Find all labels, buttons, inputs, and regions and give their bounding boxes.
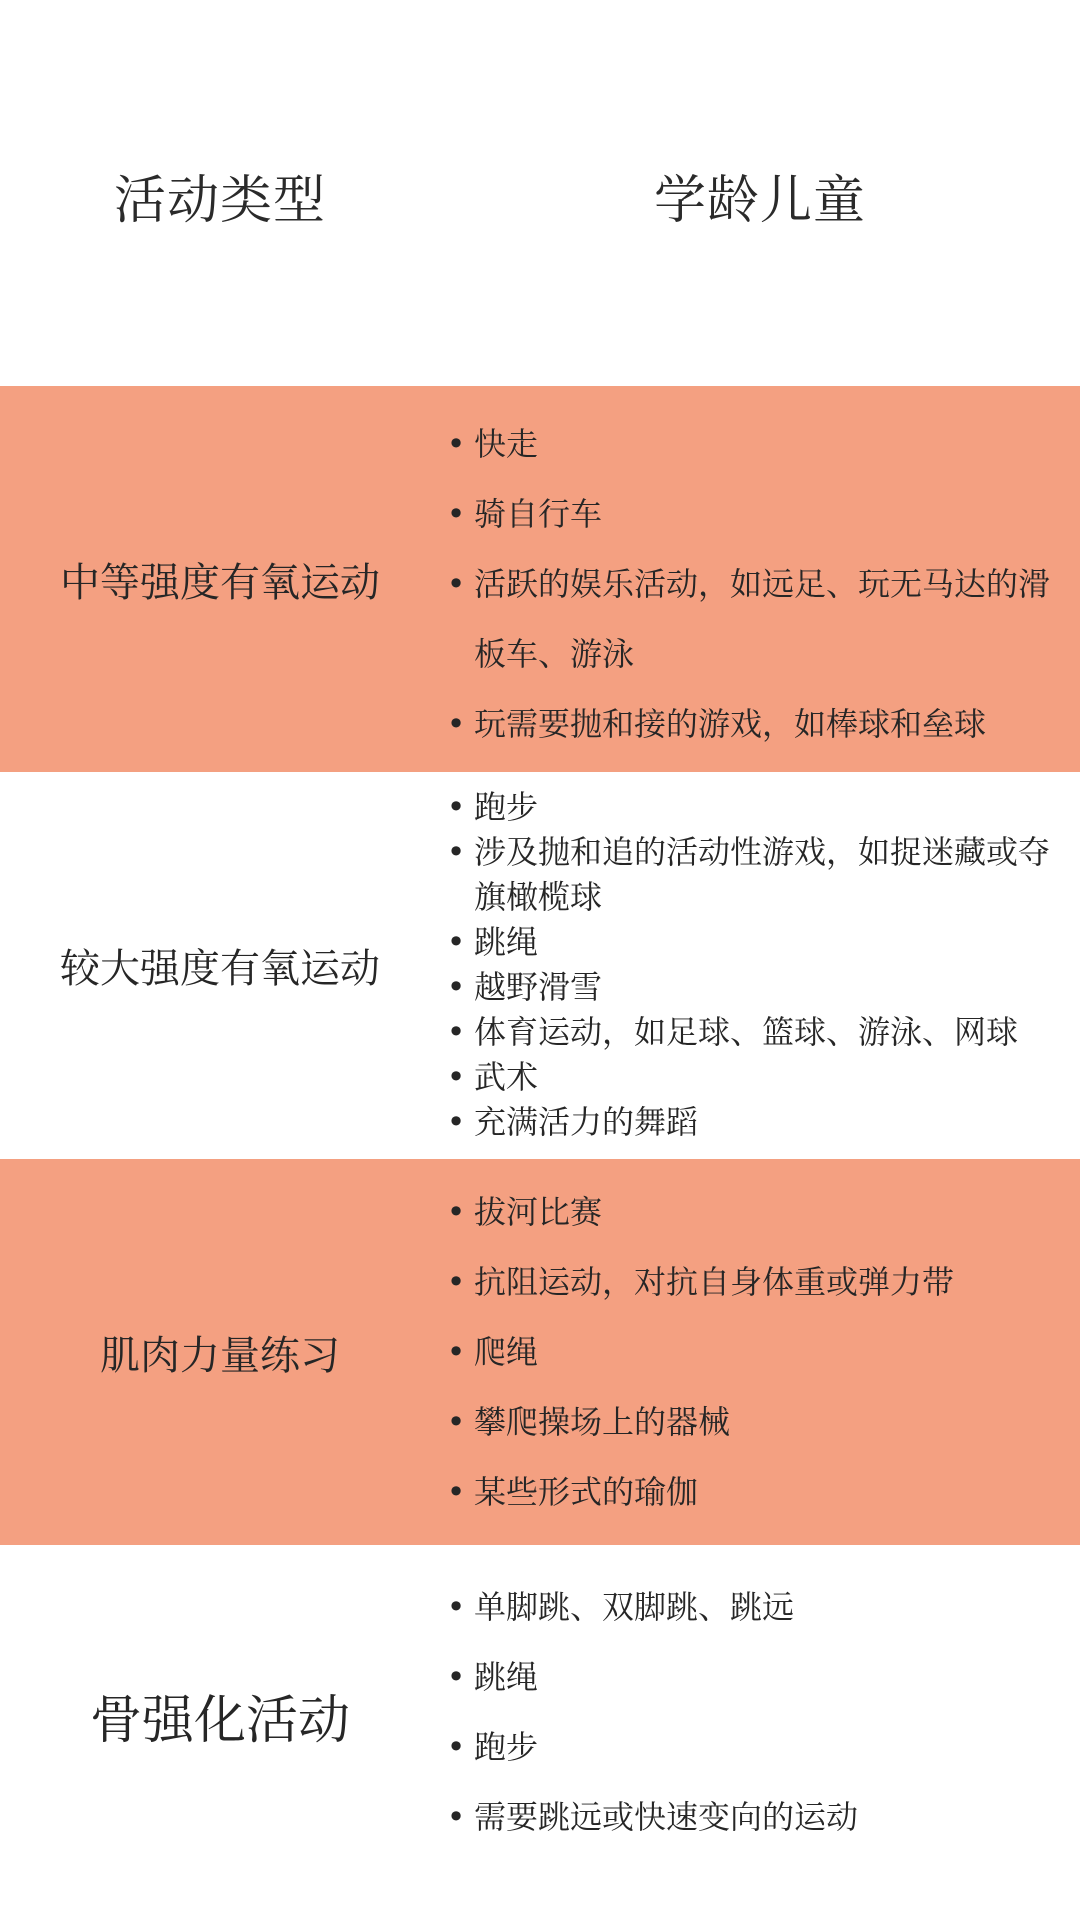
bullet-icon: • [446,923,466,961]
row-items [446,785,1070,1145]
bullet-icon: • [446,788,466,826]
row-label: 骨强化活动 [89,1690,350,1751]
list-item: • 爬绳 [446,1317,1070,1387]
table-row-moderate-aerobic [0,386,1080,772]
bullet-icon: • [446,1473,466,1511]
table-row-muscle-strength [0,1159,1080,1545]
list-item: • 体育运动，如足球、篮球、游泳、网球 [446,1010,1070,1055]
bullet-icon: • [446,833,466,871]
list-item: • 充满活力的舞蹈 [446,1100,1070,1145]
row-label: 肌肉力量练习 [100,1332,340,1379]
bullet-icon: • [446,1588,466,1626]
bullet-icon: • [446,1403,466,1441]
row-label: 较大强度有氧运动 [60,946,380,992]
bullet-icon: • [446,705,466,743]
list-item: • 某些形式的瑜伽 [446,1457,1070,1527]
list-item: • 跑步 [446,785,1070,830]
header-activity-type: 活动类型 [113,170,326,231]
header-school-age-children: 学龄儿童 [653,170,866,231]
bullet-icon: • [446,1658,466,1696]
list-item: • 攀爬操场上的器械 [446,1387,1070,1457]
row-label: 中等强度有氧运动 [60,559,380,606]
list-item: • 跳绳 [446,920,1070,965]
table-row-bone-strength [0,1545,1080,1920]
row-items [446,1177,1070,1527]
bullet-icon: • [446,1798,466,1836]
bullet-icon: • [446,565,466,603]
list-item: • 抗阻运动，对抗自身体重或弹力带 [446,1247,1070,1317]
bullet-icon: • [446,1333,466,1371]
list-item: • 跳绳 [446,1642,1070,1712]
bullet-icon: • [446,1013,466,1051]
bullet-icon: • [446,1103,466,1141]
list-item: • 跑步 [446,1712,1070,1782]
bullet-icon: • [446,1728,466,1766]
bullet-icon: • [446,1193,466,1231]
row-items [446,409,1070,759]
row-items [446,1572,1070,1852]
bullet-icon: • [446,495,466,533]
bullet-icon: • [446,1058,466,1096]
list-item: • 越野滑雪 [446,965,1070,1010]
table-header [0,0,1080,386]
list-item: • 需要跳远或快速变向的运动 [446,1782,1070,1852]
list-item: • 骑自行车 [446,479,1070,549]
list-item: • 拔河比赛 [446,1177,1070,1247]
list-item: • 武术 [446,1055,1070,1100]
list-item: • 快走 [446,409,1070,479]
list-item: • 玩需要抛和接的游戏，如棒球和垒球 [446,689,1070,759]
bullet-icon: • [446,1263,466,1301]
bullet-icon: • [446,425,466,463]
bullet-icon: • [446,968,466,1006]
list-item: • 涉及抛和追的活动性游戏，如捉迷藏或夺旗橄榄球 [446,830,1070,920]
table-row-vigorous-aerobic [0,772,1080,1159]
list-item: • 活跃的娱乐活动，如远足、玩无马达的滑板车、游泳 [446,549,1070,689]
list-item: • 单脚跳、双脚跳、跳远 [446,1572,1070,1642]
